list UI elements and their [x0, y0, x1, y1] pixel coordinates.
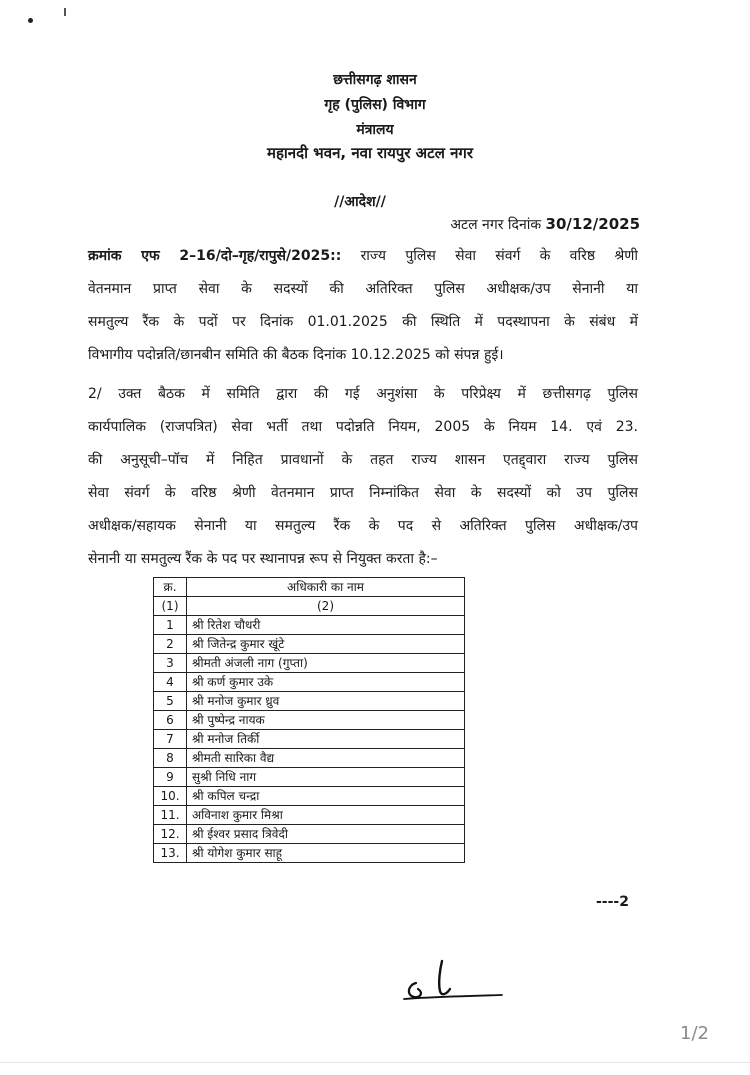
table-row	[154, 844, 465, 863]
paragraph-2-line: की अनुसूची–पॉच में निहित प्रावधानों के तहत राज्य शासन एतद्द्वारा राज्य पुलिस	[88, 452, 638, 468]
serial-cell: 11.	[154, 806, 187, 825]
officer-name-cell: श्री रितेश चौधरी	[187, 616, 465, 635]
officer-name-cell: श्री पुष्पेन्द्र नायक	[187, 711, 465, 730]
paragraph-2-line: सेवा संवर्ग के वरिष्ठ श्रेणी वेतनमान प्राप्त निम्नांकित सेवा के सदस्यों को उप पुलिस	[88, 485, 638, 501]
table-row	[154, 654, 465, 673]
table-row	[154, 787, 465, 806]
paragraph-2	[88, 378, 638, 576]
table-row	[154, 673, 465, 692]
table-header-row	[154, 578, 465, 597]
officer-name-cell: श्री मनोज कुमार ध्रुव	[187, 692, 465, 711]
serial-subheader: (1)	[154, 597, 187, 616]
officers-table	[153, 577, 465, 863]
officer-name-cell: श्री कर्ण कुमार उके	[187, 673, 465, 692]
serial-header: क्र.	[154, 578, 187, 597]
serial-cell: 12.	[154, 825, 187, 844]
header-government: छत्तीसगढ़ शासन	[333, 72, 417, 88]
paragraph-1-line	[88, 240, 638, 273]
officer-name-cell: श्री मनोज तिर्की	[187, 730, 465, 749]
officers-table-body	[154, 616, 465, 863]
order-reference: क्रमांक एफ 2–16/दो–गृह/रापुसे/2025::	[88, 248, 342, 264]
serial-cell: 7	[154, 730, 187, 749]
table-row	[154, 616, 465, 635]
table-row	[154, 635, 465, 654]
table-row	[154, 768, 465, 787]
paragraph-1-line: वेतनमान प्राप्त सेवा के सदस्यों की अतिरिक्त पुलिस अधीक्षक/उप सेनानी या	[88, 281, 638, 297]
paragraph-2-line: कार्यपालिक (राजपत्रित) सेवा भर्ती तथा पदोन्नति नियम, 2005 के नियम 14. एवं 23.	[88, 419, 638, 435]
serial-cell: 9	[154, 768, 187, 787]
officer-name-cell: श्री योगेश कुमार साहू	[187, 844, 465, 863]
table-subheader-row	[154, 597, 465, 616]
officer-name-cell: सुश्री निधि नाग	[187, 768, 465, 787]
name-subheader: (2)	[187, 597, 465, 616]
ink-mark	[64, 8, 66, 16]
order-date	[400, 215, 640, 234]
viewer-divider	[0, 1062, 750, 1063]
table-row	[154, 692, 465, 711]
serial-cell: 2	[154, 635, 187, 654]
table-row	[154, 825, 465, 844]
serial-cell: 6	[154, 711, 187, 730]
paragraph-1-text: राज्य पुलिस सेवा संवर्ग के वरिष्ठ श्रेणी	[341, 248, 638, 264]
serial-cell: 13.	[154, 844, 187, 863]
paragraph-2-line: 2/ उक्त बैठक में समिति द्वारा की गई अनुशंसा के परिप्रेक्ष्य में छत्तीसगढ़ पुलिस	[88, 386, 638, 402]
officer-name-cell: श्री कपिल चन्द्रा	[187, 787, 465, 806]
order-title: //आदेश//	[334, 194, 386, 210]
officer-name-cell: अविनाश कुमार मिश्रा	[187, 806, 465, 825]
ink-dot	[28, 18, 33, 23]
name-header: अधिकारी का नाम	[187, 578, 465, 597]
page-indicator: 1/2	[680, 1023, 709, 1044]
officer-name-cell: श्रीमती सारिका वैद्य	[187, 749, 465, 768]
table-row	[154, 749, 465, 768]
officer-name-cell: श्री जितेन्द्र कुमार खूंटे	[187, 635, 465, 654]
paragraph-1	[88, 240, 638, 372]
paragraph-2-line: अधीक्षक/सहायक सेनानी या समतुल्य रैंक के पद से अतिरिक्त पुलिस अधीक्षक/उप	[88, 518, 638, 534]
table-row	[154, 711, 465, 730]
officer-name-cell: श्री ईश्वर प्रसाद त्रिवेदी	[187, 825, 465, 844]
table-row	[154, 806, 465, 825]
serial-cell: 4	[154, 673, 187, 692]
paragraph-2-line: सेनानी या समतुल्य रैंक के पद पर स्थानापन्न रूप से नियुक्त करता है:–	[88, 551, 438, 567]
header-address: महानदी भवन, नवा रायपुर अटल नगर	[266, 144, 474, 162]
serial-cell: 3	[154, 654, 187, 673]
serial-cell: 1	[154, 616, 187, 635]
date-prefix: अटल नगर दिनांक	[450, 217, 546, 233]
officer-name-cell: श्रीमती अंजली नाग (गुप्ता)	[187, 654, 465, 673]
paragraph-1-line: समतुल्य रैंक के पदों पर दिनांक 01.01.2025 की स्थिति में पदस्थापना के संबंध में	[88, 314, 638, 330]
table-row	[154, 730, 465, 749]
serial-cell: 8	[154, 749, 187, 768]
serial-cell: 10.	[154, 787, 187, 806]
header-ministry: मंत्रालय	[356, 122, 394, 138]
serial-cell: 5	[154, 692, 187, 711]
header-department: गृह (पुलिस) विभाग	[324, 97, 426, 113]
next-page-reference: ----2	[596, 894, 629, 910]
signature	[398, 955, 508, 1005]
date-value: 30/12/2025	[545, 215, 640, 233]
paragraph-1-line: विभागीय पदोन्नति/छानबीन समिति की बैठक दिनांक 10.12.2025 को संपन्न हुई।	[88, 347, 504, 363]
